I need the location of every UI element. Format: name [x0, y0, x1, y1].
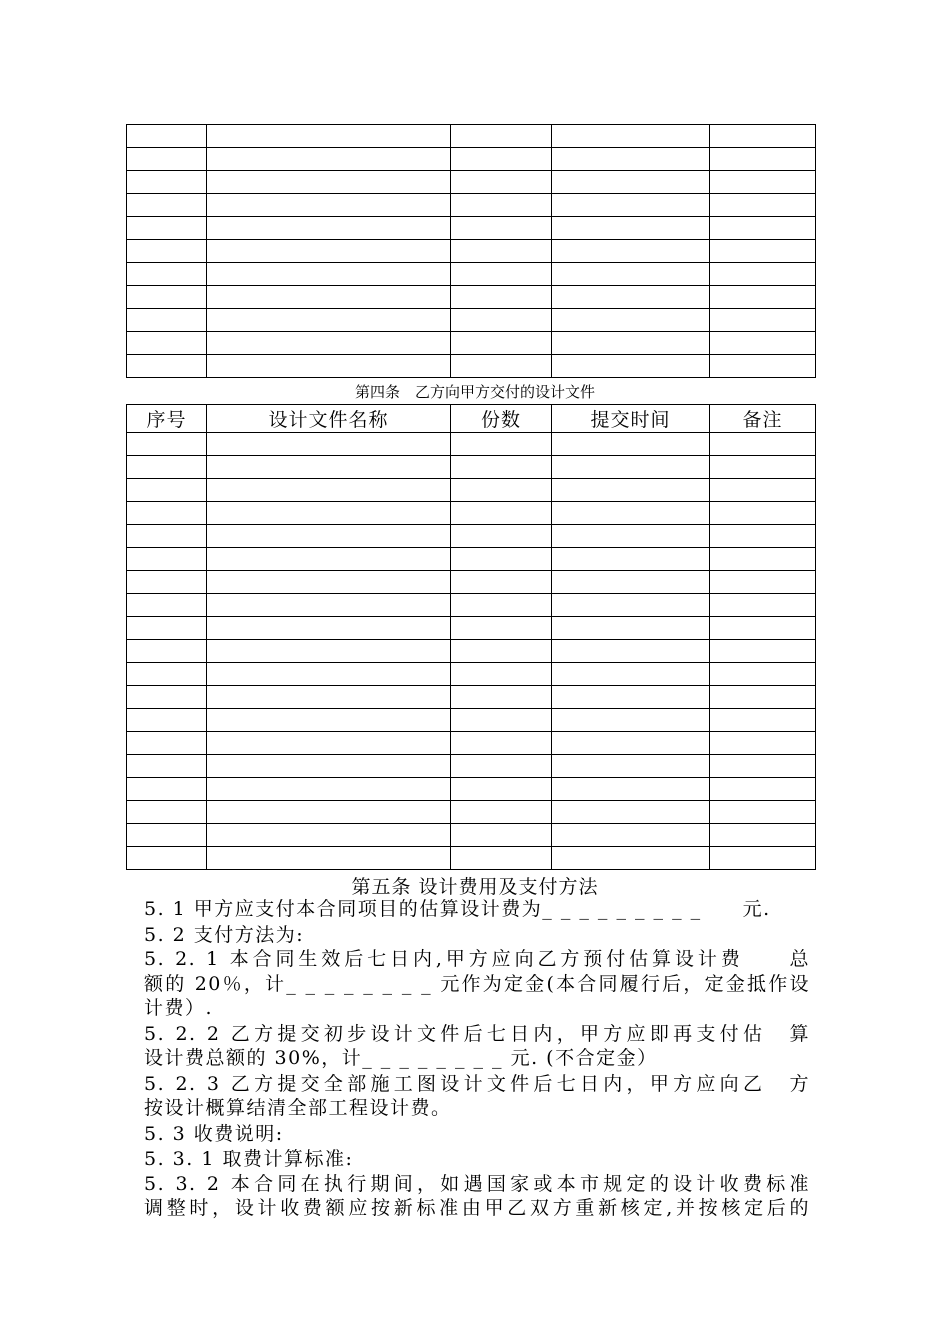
table-cell	[207, 525, 451, 548]
table-cell	[207, 456, 451, 479]
clause-5-2-1-line2: 额的 20％，计_ _ _ _ _ _ _ _ 元作为定金(本合同履行后，定金抵作设	[144, 973, 810, 995]
table-cell	[207, 332, 451, 355]
table-row	[127, 594, 816, 617]
table-cell	[710, 502, 816, 525]
table-cell	[207, 171, 451, 194]
table-cell	[451, 125, 552, 148]
table-row	[127, 286, 816, 309]
table-cell	[451, 309, 552, 332]
table-cell	[710, 125, 816, 148]
table-cell	[552, 433, 710, 456]
table-row	[127, 778, 816, 801]
table-cell	[127, 709, 207, 732]
table-cell	[710, 456, 816, 479]
header-seq: 序号	[127, 405, 207, 433]
table-cell	[127, 732, 207, 755]
table-cell	[127, 525, 207, 548]
table-cell	[207, 755, 451, 778]
table-cell	[710, 286, 816, 309]
table-cell	[207, 594, 451, 617]
table-cell	[451, 525, 552, 548]
table-cell	[207, 663, 451, 686]
table-cell	[710, 309, 816, 332]
table-row	[127, 732, 816, 755]
table-cell	[710, 755, 816, 778]
table-row	[127, 525, 816, 548]
table-cell	[552, 686, 710, 709]
table-cell	[207, 502, 451, 525]
table-cell	[552, 194, 710, 217]
table-row	[127, 502, 816, 525]
table-cell	[207, 824, 451, 847]
table-cell	[451, 709, 552, 732]
table-cell	[451, 502, 552, 525]
table-cell	[207, 433, 451, 456]
clause-5-3: 5. 3 收费说明:	[144, 1123, 284, 1145]
table-cell	[451, 148, 552, 171]
header-submit-time: 提交时间	[552, 405, 710, 433]
table-cell	[207, 571, 451, 594]
table-cell	[127, 148, 207, 171]
table-cell	[451, 217, 552, 240]
table-cell	[127, 755, 207, 778]
table-cell	[451, 263, 552, 286]
table-cell	[127, 125, 207, 148]
table-cell	[127, 456, 207, 479]
table-row	[127, 171, 816, 194]
clause-5-3-1: 5. 3. 1 取费计算标准:	[144, 1148, 354, 1170]
table-cell	[710, 479, 816, 502]
table-cell	[552, 502, 710, 525]
table-cell	[710, 801, 816, 824]
table-row	[127, 194, 816, 217]
table-cell	[127, 433, 207, 456]
table-row	[127, 709, 816, 732]
table-cell	[127, 847, 207, 870]
table-cell	[710, 594, 816, 617]
table-cell	[710, 171, 816, 194]
table-cell	[451, 171, 552, 194]
table-cell	[207, 148, 451, 171]
article-4-heading: 第四条 乙方向甲方交付的设计文件	[354, 383, 595, 401]
table-cell	[127, 263, 207, 286]
table-cell	[207, 217, 451, 240]
table-cell	[207, 240, 451, 263]
table-cell	[552, 217, 710, 240]
table-cell	[451, 240, 552, 263]
clause-5-3-2-line1: 5. 3. 2 本合同在执行期间，如遇国家或本市规定的设计收费标准	[144, 1173, 810, 1195]
header-file-name: 设计文件名称	[207, 405, 451, 433]
table-cell	[710, 433, 816, 456]
table-cell	[451, 355, 552, 378]
table-cell	[451, 571, 552, 594]
table-cell	[207, 709, 451, 732]
continued-table	[126, 124, 816, 378]
table-cell	[710, 194, 816, 217]
table-cell	[451, 332, 552, 355]
clause-5-2-2-line2: 设计费总额的 30%，计_ _ _ _ _ _ _ _ 元. (不合定金）	[144, 1047, 658, 1069]
table-cell	[552, 778, 710, 801]
table-cell	[552, 594, 710, 617]
table-cell	[710, 617, 816, 640]
table-cell	[451, 801, 552, 824]
table-cell	[710, 778, 816, 801]
table-cell	[127, 663, 207, 686]
header-remarks: 备注	[710, 405, 816, 433]
table-cell	[451, 548, 552, 571]
table-cell	[552, 801, 710, 824]
table-cell	[710, 824, 816, 847]
table-row	[127, 824, 816, 847]
table-cell	[207, 548, 451, 571]
table-cell	[552, 309, 710, 332]
clause-5-2-1-line3: 计费）.	[144, 997, 214, 1019]
table-cell	[127, 309, 207, 332]
table-cell	[710, 640, 816, 663]
table-cell	[127, 548, 207, 571]
table-cell	[552, 355, 710, 378]
table-cell	[710, 548, 816, 571]
table-cell	[451, 640, 552, 663]
table-cell	[127, 571, 207, 594]
table-cell	[207, 286, 451, 309]
table-cell	[710, 355, 816, 378]
table-cell	[451, 433, 552, 456]
table-row	[127, 240, 816, 263]
table-cell	[207, 617, 451, 640]
table-cell	[552, 479, 710, 502]
table-cell	[552, 755, 710, 778]
table-cell	[451, 847, 552, 870]
table-cell	[552, 824, 710, 847]
table-cell	[710, 663, 816, 686]
table-row	[127, 217, 816, 240]
table-cell	[127, 332, 207, 355]
design-files-table	[126, 404, 816, 870]
table-row	[127, 847, 816, 870]
table-cell	[451, 686, 552, 709]
table-row	[127, 548, 816, 571]
table-cell	[127, 479, 207, 502]
table-cell	[207, 309, 451, 332]
table-cell	[552, 263, 710, 286]
table-cell	[127, 171, 207, 194]
table-cell	[552, 125, 710, 148]
table-cell	[451, 824, 552, 847]
table-row	[127, 263, 816, 286]
table-row	[127, 686, 816, 709]
table-cell	[207, 686, 451, 709]
table-cell	[127, 594, 207, 617]
table-cell	[552, 148, 710, 171]
table-cell	[451, 778, 552, 801]
table-cell	[552, 617, 710, 640]
table-cell	[127, 194, 207, 217]
table-cell	[710, 686, 816, 709]
table-cell	[710, 240, 816, 263]
header-copies: 份数	[451, 405, 552, 433]
table-row	[127, 663, 816, 686]
table-cell	[710, 709, 816, 732]
table-cell	[207, 640, 451, 663]
clause-5-2-3-line2: 按设计概算结清全部工程设计费。	[144, 1097, 452, 1119]
table-cell	[207, 847, 451, 870]
table-row	[127, 801, 816, 824]
table-cell	[552, 548, 710, 571]
table-cell	[552, 286, 710, 309]
clause-5-2-2-line1: 5. 2. 2 乙方提交初步设计文件后七日内，甲方应即再支付估 算	[144, 1023, 810, 1045]
table-cell	[207, 355, 451, 378]
table-cell	[451, 594, 552, 617]
table-cell	[127, 617, 207, 640]
table-cell	[710, 332, 816, 355]
table-row	[127, 148, 816, 171]
table-cell	[552, 847, 710, 870]
table-row	[127, 309, 816, 332]
table-cell	[451, 617, 552, 640]
table-cell	[552, 732, 710, 755]
table-cell	[552, 171, 710, 194]
table-cell	[127, 640, 207, 663]
table-cell	[451, 456, 552, 479]
table-row	[127, 479, 816, 502]
table-row	[127, 456, 816, 479]
table-cell	[207, 194, 451, 217]
table-cell	[207, 732, 451, 755]
table-cell	[552, 663, 710, 686]
table-cell	[552, 332, 710, 355]
article-5-heading: 第五条 设计费用及支付方法	[351, 876, 599, 898]
table-cell	[710, 571, 816, 594]
table-cell	[451, 732, 552, 755]
table-row	[127, 755, 816, 778]
table-row	[127, 355, 816, 378]
table-row	[127, 617, 816, 640]
table-cell	[127, 355, 207, 378]
table-cell	[127, 502, 207, 525]
table-cell	[127, 286, 207, 309]
table-cell	[207, 263, 451, 286]
table-cell	[127, 686, 207, 709]
clause-5-2-1-line1: 5. 2. 1 本合同生效后七日内,甲方应向乙方预付估算设计费 总	[144, 948, 810, 970]
table-cell	[207, 479, 451, 502]
table-row	[127, 433, 816, 456]
table-cell	[127, 824, 207, 847]
table-row	[127, 125, 816, 148]
table-cell	[451, 286, 552, 309]
table-row	[127, 332, 816, 355]
table-cell	[207, 778, 451, 801]
table-cell	[710, 732, 816, 755]
table-cell	[710, 148, 816, 171]
table-cell	[710, 525, 816, 548]
table-row	[127, 571, 816, 594]
table-cell	[552, 525, 710, 548]
table-cell	[127, 778, 207, 801]
table-cell	[127, 240, 207, 263]
table-cell	[451, 479, 552, 502]
table-cell	[710, 847, 816, 870]
clause-5-1: 5. 1 甲方应支付本合同项目的估算设计费为_ _ _ _ _ _ _ _ _ 元.	[144, 898, 771, 920]
table-cell	[552, 640, 710, 663]
table-row	[127, 640, 816, 663]
table-cell	[451, 755, 552, 778]
clause-5-2: 5. 2 支付方法为:	[144, 924, 305, 946]
table-cell	[207, 801, 451, 824]
table-cell	[127, 801, 207, 824]
table-cell	[451, 194, 552, 217]
clause-5-3-2-line2: 调整时，设计收费额应按新标准由甲乙双方重新核定,并按核定后的	[144, 1197, 810, 1219]
table-cell	[710, 263, 816, 286]
table-cell	[552, 240, 710, 263]
table-cell	[127, 217, 207, 240]
table-cell	[451, 663, 552, 686]
table-cell	[552, 571, 710, 594]
table-cell	[552, 709, 710, 732]
clause-5-2-3-line1: 5. 2. 3 乙方提交全部施工图设计文件后七日内，甲方应向乙 方	[144, 1073, 810, 1095]
table-cell	[207, 125, 451, 148]
table-cell	[710, 217, 816, 240]
table-cell	[552, 456, 710, 479]
table-header-row	[127, 405, 816, 433]
